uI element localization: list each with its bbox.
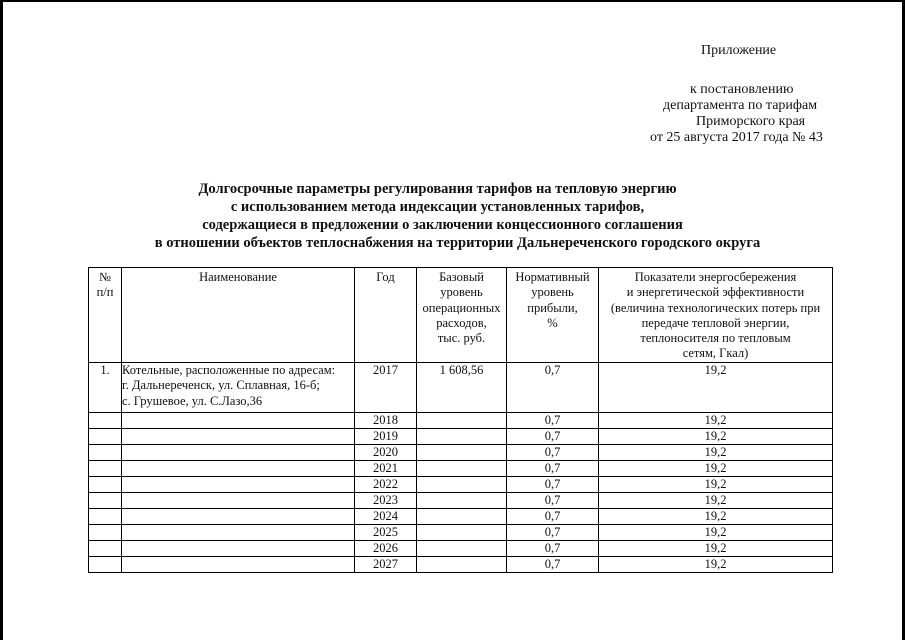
row-year: 2017 [355, 362, 417, 412]
row-norm-profit: 0,7 [507, 476, 599, 492]
table-row [89, 492, 833, 508]
row-name [122, 540, 355, 556]
row-efficiency: 19,2 [599, 556, 833, 572]
header-num-line: п/п [96, 285, 114, 300]
row-norm-profit: 0,7 [507, 492, 599, 508]
header-year [355, 268, 417, 363]
appendix-date: от 25 августа 2017 года № 43 [650, 130, 823, 145]
row-name-line: с. Грушевое, ул. С.Лазо,36 [122, 393, 263, 408]
row-number [89, 492, 122, 508]
row-number [89, 540, 122, 556]
row-year: 2020 [355, 444, 417, 460]
row-norm-profit: 0,7 [507, 556, 599, 572]
row-efficiency: 19,2 [599, 412, 833, 428]
row-base-costs: 1 608,56 [417, 362, 507, 412]
table-row [89, 412, 833, 428]
row-number [89, 412, 122, 428]
row-name [122, 524, 355, 540]
row-name [122, 492, 355, 508]
row-name [122, 412, 355, 428]
header-ind-line: передаче тепловой энергии, [641, 315, 790, 330]
header-year-line: Год [376, 270, 395, 284]
row-base-costs [417, 492, 507, 508]
title-line-2: с использованием метода индексации установленных тарифов, [230, 199, 645, 215]
row-name-line: Котельные, расположенные по адресам: [122, 362, 336, 377]
row-year: 2026 [355, 540, 417, 556]
header-base-costs [417, 268, 507, 363]
row-efficiency: 19,2 [599, 428, 833, 444]
header-base-line: расходов, [436, 315, 487, 330]
table-row [89, 362, 833, 412]
row-number [89, 460, 122, 476]
table-row [89, 540, 833, 556]
row-name [122, 428, 355, 444]
table-row [89, 556, 833, 572]
row-year: 2027 [355, 556, 417, 572]
row-number [89, 444, 122, 460]
row-efficiency: 19,2 [599, 524, 833, 540]
header-name-line: Наименование [199, 270, 277, 284]
header-num-line: № [99, 270, 111, 284]
row-number [89, 476, 122, 492]
row-base-costs [417, 556, 507, 572]
tariff-parameters-table [88, 267, 833, 573]
row-norm-profit: 0,7 [507, 444, 599, 460]
title-line-1: Долгосрочные параметры регулирования тарифов на тепловую энергию [198, 181, 677, 197]
header-norm-profit [507, 268, 599, 363]
header-name [122, 268, 355, 363]
header-base-line: Базовый [439, 270, 484, 284]
row-base-costs [417, 428, 507, 444]
row-name [122, 476, 355, 492]
title-line-3: содержащиеся в предложении о заключении концессионного соглашения [202, 217, 683, 233]
row-base-costs [417, 540, 507, 556]
header-norm-line: прибыли, [527, 300, 578, 315]
row-efficiency: 19,2 [599, 476, 833, 492]
row-year: 2024 [355, 508, 417, 524]
row-base-costs [417, 476, 507, 492]
header-base-line: тыс. руб. [437, 331, 486, 346]
table-header-row [89, 268, 833, 363]
appendix-department: департамента по тарифам [663, 98, 818, 113]
row-year: 2018 [355, 412, 417, 428]
row-year: 2019 [355, 428, 417, 444]
header-efficiency [599, 268, 833, 363]
title-line-4: в отношении объектов теплоснабжения на территории Дальнереченского городского округа [154, 235, 761, 251]
table-row [89, 524, 833, 540]
row-number [89, 556, 122, 572]
header-norm-line: уровень [531, 285, 574, 300]
row-base-costs [417, 412, 507, 428]
row-base-costs [417, 444, 507, 460]
scan-border-top [0, 0, 905, 2]
row-year: 2021 [355, 460, 417, 476]
appendix-ref-line: к постановлению [690, 82, 794, 97]
row-name [122, 460, 355, 476]
row-base-costs [417, 508, 507, 524]
row-year: 2023 [355, 492, 417, 508]
table-row [89, 460, 833, 476]
header-ind-line: сетям, Гкал) [682, 346, 749, 361]
row-norm-profit: 0,7 [507, 412, 599, 428]
row-year: 2025 [355, 524, 417, 540]
header-ind-line: теплоносителя по тепловым [640, 331, 791, 346]
header-norm-line: Нормативный [515, 270, 590, 284]
table-row [89, 428, 833, 444]
row-base-costs [417, 460, 507, 476]
row-norm-profit: 0,7 [507, 524, 599, 540]
row-number [89, 428, 122, 444]
row-name [122, 508, 355, 524]
scan-border-left [0, 0, 3, 640]
row-name-line: г. Дальнереченск, ул. Сплавная, 16-б; [122, 378, 320, 393]
header-ind-line: (величина технологических потерь при [610, 300, 821, 315]
row-norm-profit: 0,7 [507, 362, 599, 412]
header-num [89, 268, 122, 363]
row-number [89, 508, 122, 524]
row-norm-profit: 0,7 [507, 508, 599, 524]
appendix-label: Приложение [701, 43, 777, 58]
row-efficiency: 19,2 [599, 444, 833, 460]
header-base-line: уровень [440, 285, 483, 300]
row-year: 2022 [355, 476, 417, 492]
row-norm-profit: 0,7 [507, 460, 599, 476]
row-norm-profit: 0,7 [507, 428, 599, 444]
row-norm-profit: 0,7 [507, 540, 599, 556]
row-efficiency: 19,2 [599, 460, 833, 476]
row-name [122, 556, 355, 572]
table-row [89, 476, 833, 492]
row-number [89, 524, 122, 540]
header-ind-line: и энергетической эффективности [626, 285, 805, 300]
row-efficiency: 19,2 [599, 362, 833, 412]
header-ind-line: Показатели энергосбережения [634, 270, 797, 284]
row-efficiency: 19,2 [599, 492, 833, 508]
row-name [122, 444, 355, 460]
table-row [89, 444, 833, 460]
row-number: 1. [89, 362, 122, 412]
appendix-region: Приморского края [696, 114, 806, 129]
header-base-line: операционных [422, 300, 501, 315]
row-base-costs [417, 524, 507, 540]
row-name [122, 362, 355, 412]
row-efficiency: 19,2 [599, 540, 833, 556]
row-efficiency: 19,2 [599, 508, 833, 524]
table-row [89, 508, 833, 524]
header-norm-line: % [547, 315, 558, 330]
